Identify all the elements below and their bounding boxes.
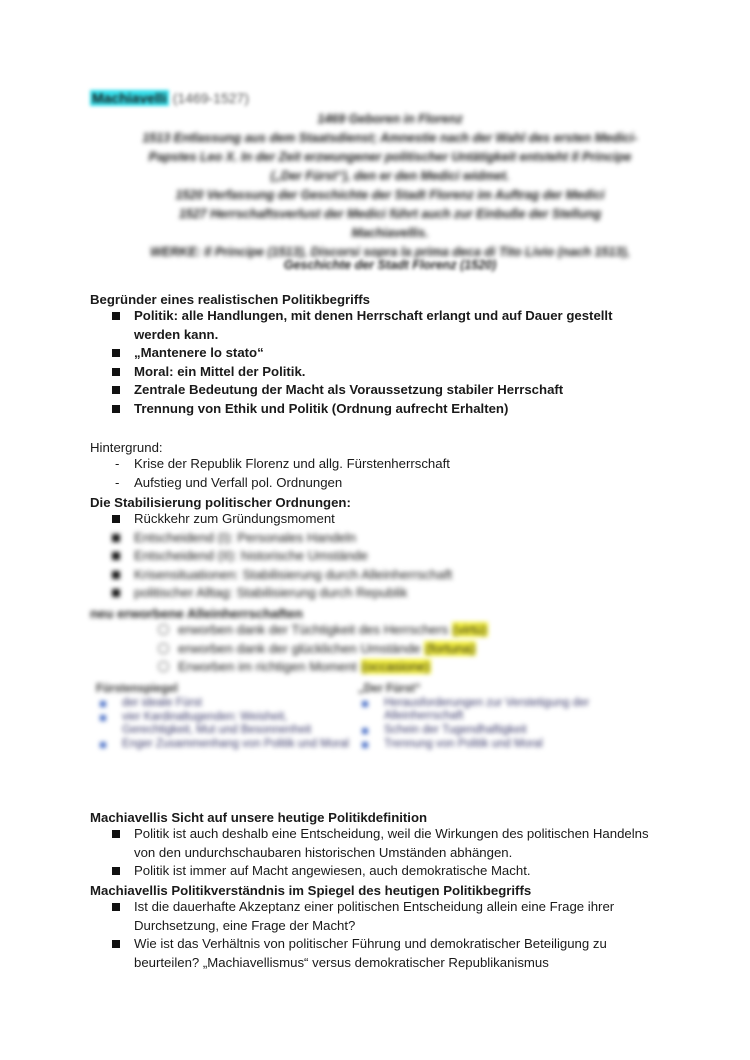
list-item: Trennung von Ethik und Politik (Ordnung aufrecht Erhalten) — [90, 400, 650, 419]
list-item: Entscheidend (I): Personales Handeln — [90, 529, 650, 548]
list-item: erworben dank der glücklichen Umstände (fortuna) — [90, 640, 650, 659]
bullet-icon — [362, 742, 368, 748]
square-bullet-icon — [112, 515, 120, 523]
list-item: Schein der Tugendhaftigkeit — [358, 724, 648, 737]
section-modern-definition — [90, 810, 650, 881]
section-realistic-politics — [90, 292, 650, 418]
bio-line: Geschichte der Stadt Florenz (1520) — [283, 258, 497, 272]
bio-line: („Der Fürst“), den er den Medici widmet. — [270, 169, 510, 183]
circle-bullet-icon — [158, 661, 169, 672]
list-item: Erworben im richtigen Moment (occasione) — [90, 658, 650, 677]
bullet-list — [90, 510, 650, 603]
bullet-list — [90, 307, 650, 418]
list-item: vier Kardinaltugenden: Weisheit, Gerechtigkeit, Mut und Besonnenheit — [96, 711, 356, 737]
square-bullet-icon — [112, 368, 120, 376]
list-item: - Krise der Republik Florenz und allg. Fürstenherrschaft — [90, 455, 650, 474]
section-modern-mirror — [90, 883, 650, 972]
square-bullet-icon — [112, 405, 120, 413]
section-heading: Machiavellis Politikverständnis im Spiegel des heutigen Politikbegriffs — [90, 883, 532, 898]
section-heading: Begründer eines realistischen Politikbegriffs — [90, 292, 370, 307]
list-item: Rückkehr zum Gründungsmoment — [90, 510, 650, 529]
biography-block — [120, 110, 660, 275]
bio-line: 1513 Entlassung aus dem Staatsdienst; Amnestie nach der Wahl des ersten Medici- — [142, 131, 638, 145]
section-heading: Hintergrund: — [90, 440, 163, 455]
list-item: der ideale Fürst — [96, 697, 356, 710]
list-item: Ist die dauerhafte Akzeptanz einer politischen Entscheidung allein eine Frage ihrer Durchsetzung, eine Frage der Macht? — [90, 898, 650, 935]
column-title: Fürstenspiegel — [96, 683, 178, 695]
square-bullet-icon — [112, 349, 120, 357]
list-item: - Aufstieg und Verfall pol. Ordnungen — [90, 474, 650, 493]
list-item: Politik ist auch deshalb eine Entscheidung, weil die Wirkungen des politischen Handelns von den undurchschaubaren historischen Umständen abhängen. — [90, 825, 650, 862]
circle-bullet-icon — [158, 624, 169, 635]
highlight-term: (occasione) — [361, 659, 430, 674]
bullet-icon — [100, 715, 106, 721]
list-item: Politik: alle Handlungen, mit denen Herrschaft erlangt und auf Dauer gestellt werden kann. — [90, 307, 650, 344]
bio-line: 1520 Verfassung der Geschichte der Stadt Florenz im Auftrag der Medici — [175, 188, 605, 202]
list-item: Moral: ein Mittel der Politik. — [90, 363, 650, 382]
bullet-icon — [100, 742, 106, 748]
bio-line: 1469 Geboren in Florenz — [317, 112, 463, 126]
list-item: „Mantenere lo stato“ — [90, 344, 650, 363]
author-name: Machiavelli — [92, 90, 167, 106]
list-item: Entscheidend (II): historische Umstände — [90, 547, 650, 566]
highlight-term: (fortuna) — [425, 640, 476, 656]
square-bullet-icon — [112, 830, 120, 838]
list-item: Trennung von Politik und Moral — [358, 738, 648, 751]
list-item: Wie ist das Verhältnis von politischer Führung und demokratischer Beteiligung zu beurteilen? „Machiavellismus“ versus demokratischer Republikanismus — [90, 935, 650, 972]
list-item: Herausforderungen zur Verstetigung der Alleinherrschaft — [358, 697, 648, 723]
bullet-icon — [362, 701, 368, 707]
bio-line: Machiavellis. — [351, 226, 429, 240]
column-title: „Der Fürst“ — [358, 683, 421, 695]
section-stabilization — [90, 495, 650, 603]
square-bullet-icon — [112, 552, 120, 560]
square-bullet-icon — [112, 386, 120, 394]
square-bullet-icon — [112, 534, 120, 542]
list-item: Politik ist immer auf Macht angewiesen, auch demokratische Macht. — [90, 862, 650, 881]
list-item: politischer Alltag: Stabilisierung durch Republik — [90, 584, 650, 603]
bullet-icon — [362, 728, 368, 734]
bullet-list — [90, 898, 650, 972]
square-bullet-icon — [112, 312, 120, 320]
square-bullet-icon — [112, 571, 120, 579]
section-background — [90, 440, 650, 492]
page-title — [90, 90, 249, 106]
bio-line: 1527 Herrschaftsverlust der Medici führt auch zur Einbuße der Stellung — [178, 207, 602, 221]
section-heading: neu erworbene Alleinherrschaften — [90, 606, 303, 621]
author-years: (1469-1527) — [172, 90, 249, 106]
square-bullet-icon — [112, 903, 120, 911]
bio-line: WERKE: Il Principe (1513), Discorsi sopra la prima deca di Tito Livio (nach 1513), — [150, 245, 630, 259]
list-item: Krisensituationen: Stabilisierung durch Alleinherrschaft — [90, 566, 650, 585]
column-der-fuerst — [358, 683, 648, 752]
dash-list — [90, 455, 650, 492]
square-bullet-icon — [112, 589, 120, 597]
bullet-icon — [100, 701, 106, 707]
square-bullet-icon — [112, 867, 120, 875]
circle-bullet-icon — [158, 643, 169, 654]
column-fuerstenspiegel — [96, 683, 356, 752]
bullet-list — [90, 825, 650, 881]
bio-line: Papstes Leo X. In der Zeit erzwungener politischer Untätigkeit entsteht Il Principe — [148, 150, 632, 164]
highlight-term: (virtù) — [452, 622, 487, 637]
list-item: erworben dank der Tüchtigkeit des Herrschers (virtù) — [90, 621, 650, 640]
list-item: Enger Zusammenhang von Politik und Moral — [96, 738, 356, 751]
section-heading: Die Stabilisierung politischer Ordnungen: — [90, 495, 351, 510]
square-bullet-icon — [112, 940, 120, 948]
section-new-principalities — [90, 606, 650, 677]
list-item: Zentrale Bedeutung der Macht als Voraussetzung stabiler Herrschaft — [90, 381, 650, 400]
section-heading: Machiavellis Sicht auf unsere heutige Politikdefinition — [90, 810, 428, 825]
